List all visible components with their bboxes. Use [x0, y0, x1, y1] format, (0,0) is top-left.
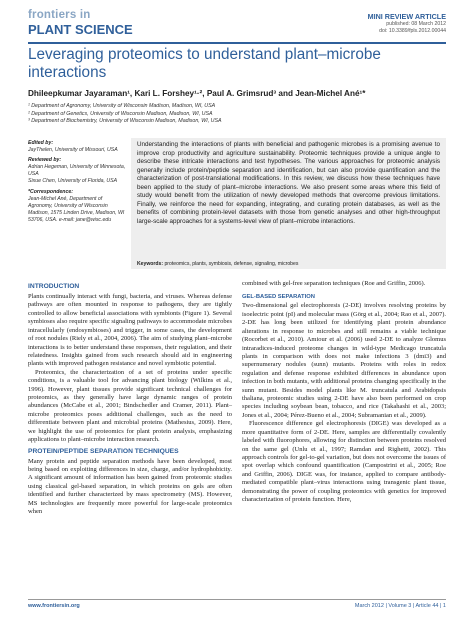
edited-by-label: Edited by:	[28, 140, 54, 146]
correspondence: Jean-Michel Ané, Department of Agronomy, University of Wisconsin Madison, 1575 Linden Drive, Madison, WI 53706, USA. e-mail: jane@wisc.edu	[28, 195, 125, 223]
keywords	[137, 261, 440, 267]
affiliation: ³ Department of Biochemistry, University of Wisconsin Madison, Madison, WI, USA	[28, 118, 222, 125]
affiliations	[28, 103, 446, 126]
section-heading-separation: PROTEIN/PEPTIDE SEPARATION TECHNIQUES	[28, 447, 179, 455]
paragraph: Proteomics, the characterization of a set of proteins under specific conditions, is a valuable tool for advancing plant biology (Wilkins et al., 1996). However, plant tissues provide significant technical challenges for proteomics, as they generally have large dynamic ranges of protein abundances (McCabe et al., 2001; Bindschedler and Cramer, 2011). Plant–microbe proteomics poses additional challenges, such as the need to differentiate between plant and microbial proteins (Mathesius, 2009). Here, we highlight the use of proteomics for plant protein analysis, emphasizing applications to plant–microbe interaction research.	[28, 368, 232, 444]
affiliation: ¹ Department of Agronomy, University of Wisconsin Madison, Madison, WI, USA	[28, 103, 216, 109]
reviewer: Sixue Chen, University of Florida, USA	[28, 178, 118, 185]
correspondence-label: *Correspondence:	[28, 188, 73, 195]
abstract-text: Understanding the interactions of plants with beneficial and pathogenic microbes is a promising avenue to improve crop productivity and agriculture sustainability. Proteomic techniques provide a unique angle to describe these intricate interactions and test hypotheses. The various approaches for proteomic analysis generally include protein/peptide separation and identification, but can also provide quantification and the characterization of post-translational modifications. In this review, we discuss how these techniques have been applied to the study of plant–microbe interactions. We also present some areas where this field of study would benefit from the utilization of newly developed methods that overcome previous limitations. Finally, we reinforce the need for expanding, integrating, and curating protein databases, as well as the benefits of combining protein-level datasets with those from genetic analyses and other high-throughput large-scale approaches for a systems-level view of plant–microbe interactions.	[137, 141, 440, 225]
title-rule	[28, 42, 446, 44]
footer-issue-info: March 2012 | Volume 3 | Article 44 | 1	[354, 603, 446, 609]
article-meta	[368, 12, 446, 35]
edited-by: JayThelen, University of Missouri, USA	[28, 147, 118, 154]
body-column-left	[28, 280, 232, 517]
subsection-heading-gel-based: GEL-BASED SEPARATION	[242, 294, 315, 301]
body-column-right	[242, 280, 446, 505]
article-type: MINI REVIEW ARTICLE	[367, 12, 446, 21]
footer-website-link[interactable]: www.frontiersin.org	[28, 603, 80, 609]
author-list: Dhileepkumar Jayaraman¹, Kari L. Forshey¹·², Paul A. Grimsrud³ and Jean-Michel Ané¹*	[28, 89, 366, 98]
paragraph: combined with gel-free separation techniques (Roe and Griffin, 2006).	[242, 280, 426, 287]
footer-rule	[28, 599, 446, 600]
article-title: Leveraging proteomics to understand plant–microbe interactions	[28, 46, 381, 81]
published-date: published: 08 March 2012	[386, 21, 446, 27]
keywords-label: Keywords:	[137, 261, 164, 267]
editorial-sidebar	[28, 140, 128, 227]
reviewer: Adrian Hegeman, University of Minnesota, USA	[28, 164, 126, 178]
keywords-list: proteomics, plants, symbiosis, defense, signaling, microbes	[164, 261, 299, 267]
paragraph: Many protein and peptide separation methods have been developed, most being based on exploiting differences in size, charge, and/or hydrophobicity. A significant amount of information has been gained from proteomic studies using classical gel-based separation, in which proteins on gels are often identified and further characterized by mass spectrometry (MS). However, MS technologies are frequently more powerful for large-scale proteomics when	[28, 457, 232, 516]
paragraph: Two-dimensional gel electrophoresis (2-DE) involves resolving proteins by isoelectric point (pI) and molecular mass (Görg et al., 2004; Rao et al., 2007). 2-DE has long been utilized for identifying plant protein abundance alterations in response to microbes and still remains a viable technique (Rocorbet et al., 2010). Amiour et al. (2006) used 2-DE to analyze Glomus intraradices-induced proteome changes in wild-type Medicago truncatula plants in comparison with does not make infections 3 (dmi3) and supernumerary nodules (sunn) mutants. Proteins with roles in redox regulation and defense response exhibited differences in abundance upon infection in both mutants, with additional proteins changing specifically in the sunn mutant. Besides model plants like M. truncatula and Arabidopsis thaliana, proteomic studies using 2-DE have also been performed on crop species including soybean bean, tobacco, and rice (Takahashi et al., 2003; Jones et al., 2004; Pérez-Bueno et al., 2004; Subramanian et al., 2009).	[242, 302, 446, 419]
paragraph: Fluorescence difference gel electrophoresis (DIGE) was developed as a more quantitative form of 2-DE. Here, samples are differentially covalently labeled with fluorophores, allowing for distinction between proteins resolved on the same gel (Unlu et al., 1997; Ramdan and Righetti, 2002). This approach controls for gel-to-gel variation, but does not overcome the issues of spot overlap which confound quantification (Campostrini et al., 2005; Roe and Griffin, 2006). DIGE was, for instance, applied to compare antibody-mediated compatible plant–virus interactions using transgenic plant tissue, demonstrating the power of coupling proteomics with genetics for improved characterization of protein function. Here,	[242, 420, 446, 504]
paragraph: Plants continually interact with fungi, bacteria, and viruses. Whereas defense pathways are often mounted in response to pathogens, they are tightly controlled to allow beneficial associations with symbionts (Figure 1). Several symbioses also require specific signaling pathways to accommodate microbes intracellularly (endosymbioses) and trigger, in some cases, the development of root nodules (Riely et al., 2004, 2006). The aim of studying plant–microbe interactions is to better understand these responses, their regulation, and their relatedness. Insights gained from such research should aid in engineering plants with improved pathogen resistance and novel symbiotic potential.	[28, 293, 232, 368]
affiliation: ² Department of Genetics, University of Wisconsin Madison, Madison, WI, USA	[28, 110, 213, 117]
reviewed-by-label: Reviewed by:	[28, 157, 62, 164]
journal-logo-line2: PLANT SCIENCE	[28, 21, 133, 37]
section-heading-introduction: INTRODUCTION	[28, 283, 80, 290]
journal-logo-line1: frontiers in	[28, 9, 91, 21]
journal-logo	[28, 10, 148, 36]
doi: doi: 10.3389/fpls.2012.00044	[379, 28, 446, 34]
